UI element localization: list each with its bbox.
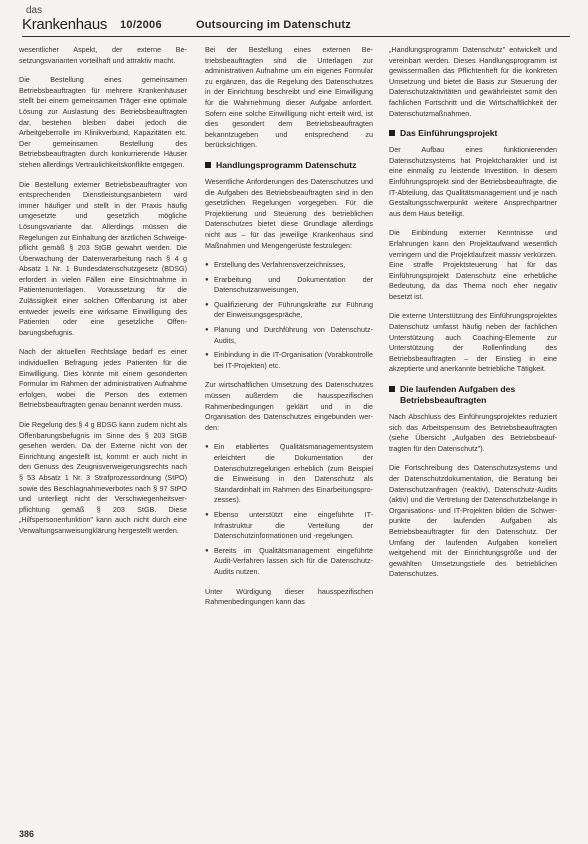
paragraph: Die Fortschreibung des Datenschutzsystems und der Datenschutzdokumentation, die Beratung bei Datenschutzanfragen (reaktiv), Datenschutz-Audits (aktiv) und die Vertretung der Datenschutzbelange in Organisations- und IT-Projekten bilden die Schwerpunkte der laufenden Aufgaben als Betriebsbeauftragter für den Datenschutz. Der Umfang der laufenden Aufgaben korreliert weitgehend mit der Einrichtungsgröße und der gewählten Umsetzungstiefe des betrieblichen Datenschutzes.: [389, 463, 557, 579]
page-number: 386: [19, 829, 35, 839]
heading-text: Die laufenden Aufgaben des Betriebsbeauftragten: [400, 384, 516, 406]
heading-square-icon: [389, 130, 395, 136]
list-item: ● Ein etabliertes Qualitätsmanagementsystem erleichtert die Dokumentation der Datenschutzregelungen erheblich (zum Beispiel die Einweisung in den Datenschutz als Standardinhalt im Rahmen des Einarbeitungsprozesses).: [205, 442, 373, 506]
paragraph: Nach der aktuellen Rechtslage bedarf es einer individuellen Befragung jedes Patienten für die Einwilligung. Dies könnte mit einem gesonderten Formular im Rahmen der administrativen Aufnahme erfolgen, wobei die Person des externen Betriebsbeauftragten genau benannt werden muss.: [19, 347, 187, 410]
heading-square-icon: [205, 162, 211, 168]
column-1: [19, 45, 187, 546]
bullet-list: [205, 442, 373, 577]
list-item: ● Erarbeitung und Dokumentation der Datenschutzanweisungen,: [205, 275, 373, 296]
journal-logo: [22, 6, 114, 36]
list-item: ● Planung und Durchführung von Datenschutz-Audits,: [205, 325, 373, 346]
page-header: [22, 6, 570, 37]
heading-square-icon: [389, 386, 395, 392]
paragraph: Wesentliche Anforderungen des Datenschutzes und die Aufgaben des Betriebsbeauftragten sind in den gesetzlichen Regelungen vorgegeben. Für die Projektierung und Steuerung des betrieblichen Datenschutzes bietet diese Grundlage allerdings nicht aus – für das jeweilige Krankenhaus sind Maßnahmen und Mengengerüste festzulegen:: [205, 176, 373, 250]
paragraph: Zur wirtschaftlichen Umsetzung des Datenschutzes müssen außerdem die hausspezifischen Rahmenbedingungen geklärt und in die Organisation des Datenschutzes eingebunden werden:: [205, 380, 373, 432]
section-heading: [389, 384, 557, 406]
column-2: [205, 45, 373, 617]
paragraph: Die Bestellung externer Betriebsbeauftragter von entsprechenden Dienstleistungsanbietern wird immer häufiger und stellt in der Praxis häufig umgesetzte und gesetzlich mögliche Lösungsvariante dar. Allerdings müssen die Regelungen zur Einhaltung der ärztlichen Schweigepflicht gemäß § 203 StGB gewahrt werden. Die Überwachung der Datenverarbeitung nach § 4 g Absatz 1 Nr. 1 Bundesdatenschutzgesetz (BDSG) erfordert in vielen Fällen eine Einsichtnahme in Patientenunterlagen. Voraussetzung für die Zulässigkeit einer solchen Offenbarung ist aber entweder jeweils eine wirksame Einwilligung des Patienten oder eine gesetzliche Offenbarungsbefugnis.: [19, 179, 187, 337]
paragraph: Nach Abschluss des Einführungsprojektes reduziert sich das Arbeitspensum des Betriebsbeauftragten (siehe Übersicht „Aufgaben des Betriebsbeauftragten für den Datenschutz").: [389, 412, 557, 453]
list-item: ● Erstellung des Verfahrensverzeichnisses,: [205, 260, 373, 271]
paragraph: Die Einbindung externer Kenntnisse und Erfahrungen kann den Projektaufwand wesentlich verringern und die Projektlaufzeit massiv verkürzen. Eine straffe Projektsteuerung hat für das Einführungsprojekt Datenschutz eine erhebliche Bedeutung, da das Thema noch eher negativ besetzt ist.: [389, 228, 557, 301]
logo-das: das: [26, 5, 43, 16]
issue-number: 10/2006: [120, 19, 162, 31]
paragraph: wesentlicher Aspekt, der externe Besetzungsvarianten vorteilhaft und attraktiv macht.: [19, 45, 187, 65]
paragraph: Der Aufbau eines funktionierenden Datenschutzsystems hat Projektcharakter und ist eine einmalig zu leistende Investition. In diesem Einführungsprojekt sind der Betriebsbeauftragte, die IT-Abteilung, das Qualitätsmanagement und je nach Gestaltungsschwerpunkt weitere Ansprechpartner aus dem Haus beteiligt.: [389, 145, 557, 218]
paragraph: Unter Würdigung dieser hausspezifischen Rahmenbedingungen kann das: [205, 586, 373, 607]
heading-text: Das Einführungsprojekt: [400, 128, 498, 139]
paragraph: „Handlungsprogramm Datenschutz" entwickelt und vereinbart werden. Dieses Handlungsprogramm ist gewissermaßen das Pflichtenheft für die konkreten Umsetzung und bietet die Basis zur Steuerung der Datenschutzaktivitäten und gewährleistet somit den fachlichen Fortschritt und die Wirtschaftlichkeit der Datenschutzmaßnahmen.: [389, 45, 557, 118]
heading-text: Handlungsprogramm Datenschutz: [216, 159, 357, 170]
section-title: Outsourcing im Datenschutz: [196, 19, 351, 31]
list-item: ● Bereits im Qualitätsmanagement eingeführte Audit-Verfahren lassen sich für die Datenschutz-Audits nutzen.: [205, 546, 373, 578]
paragraph: Die Bestellung eines gemeinsamen Betriebsbeauftragten für mehrere Krankenhäuser stellt bei einem gemeinsamen Träger eine optimale Lösung zur Auslastung des Betriebsbeauftragten dar, bestehen bleiben dabei jedoch die Arbeitgeberrolle im Klinikverbund, Kapazitäten etc. Der gemeinsamen Bestellung des Betriebsbeauftragten durch konkurrierende Häuser stehen allerdings Vertraulichkeitskonflikte entgegen.: [19, 75, 187, 169]
paragraph: Die Regelung des § 4 g BDSG kann zudem nicht als Offenbarungsbefugnis im Sinne des § 203 StGB gesehen werden. Da der Externe nicht von der Einrichtung angestellt ist, kommt er auch nicht in den Genuss des Zeugnisverweigerungsrechts nach § 53 Absatz 1 Nr. 3 Strafprozessordnung (StPO) sowie des Beschlagnahmeverbotes nach § 97 StPO und unterliegt nicht der Verschwiegenheitsverpflichtung gemäß § 203 StGB. Diese „Hilfspersonenfunktion" kann auch nicht durch eine Verwaltungsanweisungklärung hergestellt werden.: [19, 420, 187, 535]
section-heading: [205, 160, 373, 171]
list-item: ● Einbindung in die IT-Organisation (Vorabkontrolle bei IT-Projekten) etc.: [205, 350, 373, 371]
section-heading: [389, 128, 557, 139]
logo-word: Krankenhaus: [22, 16, 108, 33]
paragraph: Die externe Unterstützung des Einführungsprojektes Datenschutz umfasst häufig neben der fachlichen Unterstützung auch Coaching-Elemente zur Unterstützung der Rollenfindung des Betriebsbeauftragten – der Einstieg in eine akzeptierte und anerkannte betriebliche Tätigkeit.: [389, 311, 557, 374]
paragraph: Bei der Bestellung eines externen Betriebsbeauftragten sind die Unterlagen zur administrativen Aufnahme um ein eigenes Formular zu ergänzen, das die Regelung des Datenschutzes in der Einrichtung beschreibt und eine Einwilligung für die Wahrnehmung dieser Aufgabe anfordert. Sofern eine solche Einwilligung nicht erteilt wird, ist dies gesondert dem Betriebsbeauftragten bekanntzugeben und entsprechend zu berücksichtigen.: [205, 45, 373, 150]
list-item: ● Ebenso unterstützt eine eingeführte IT-Infrastruktur die Verteilung der Datenschutzinformationen und -regelungen.: [205, 510, 373, 542]
list-item: ● Qualifizierung der Führungskräfte zur Führung der Einweisungsgespräche,: [205, 300, 373, 321]
column-3: [389, 45, 557, 589]
bullet-list: [205, 260, 373, 371]
